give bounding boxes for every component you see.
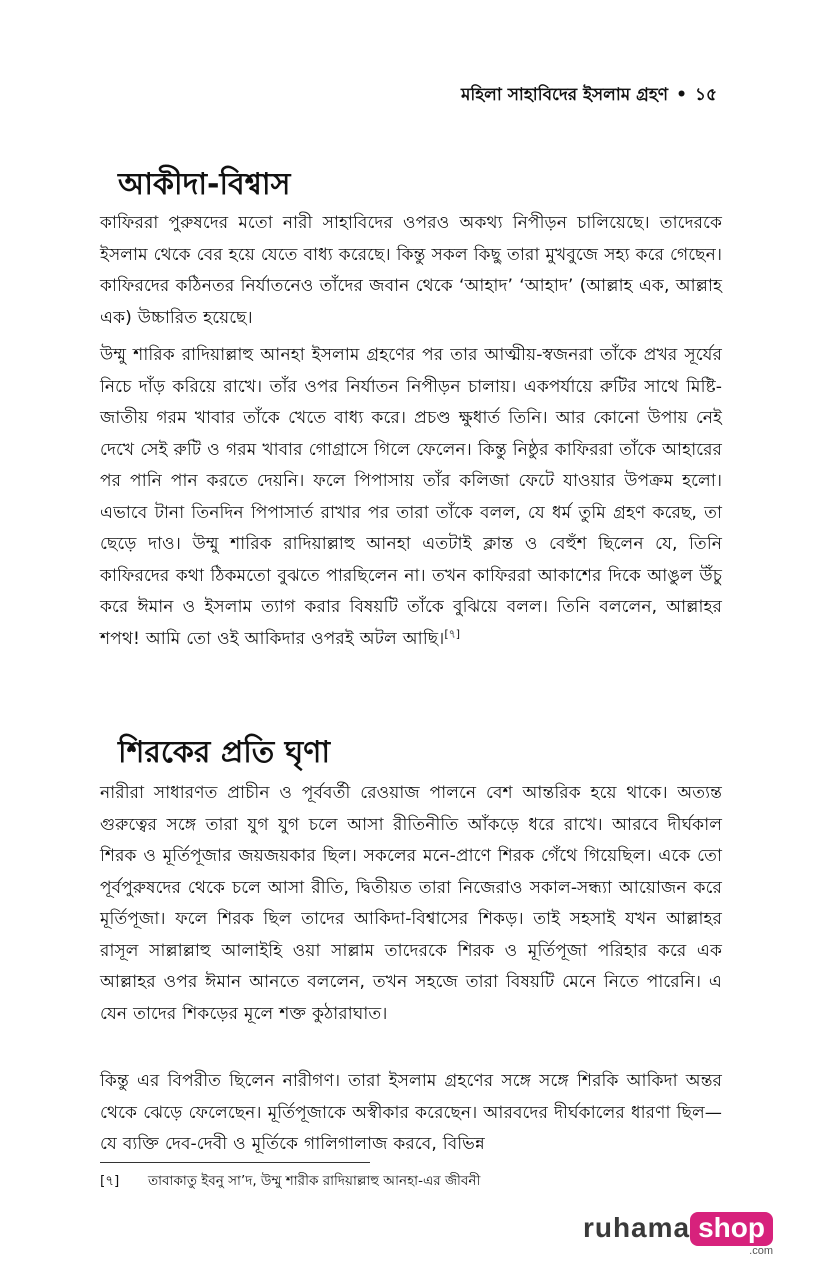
paragraph xyxy=(100,340,722,655)
footnote-number: [৭] xyxy=(100,1173,120,1189)
footnote-reference[interactable]: [৭] xyxy=(444,626,461,640)
logo-shop-badge: shop xyxy=(690,1212,773,1246)
running-title: মহিলা সাহাবিদের ইসলাম গ্রহণ xyxy=(460,85,669,105)
footnote-text: তাবাকাতু ইবনু সা’দ, উম্মু শারীক রাদিয়াল্লাহু আনহা-এর জীবনী xyxy=(148,1173,481,1189)
page-number: ১৫ xyxy=(694,85,717,105)
logo-ruhama: ruhama xyxy=(582,1212,691,1243)
logo-domain: .com xyxy=(749,1245,773,1257)
section-heading-aqida: আকীদা-বিশ্বাস xyxy=(118,167,291,202)
ruhamashop-logo xyxy=(582,1212,773,1257)
section-heading-shirk: শিরকের প্রতি ঘৃণা xyxy=(118,735,331,770)
footnote xyxy=(100,1170,480,1192)
paragraph: নারীরা সাধারণত প্রাচীন ও পূর্ববর্তী রেওয়াজ পালনে বেশ আন্তরিক হয়ে থাকে। অত্যন্ত গুরুত্বের সঙ্গে তারা যুগ যুগ চলে আসা রীতিনীতি আঁকড়ে ধরে রাখে। আরবে দীর্ঘকাল শিরক ও মূর্তিপূজার জয়জয়কার ছিল। সকলের মনে-প্রাণে শিরক গেঁথে গিয়েছিল। একে তো পূর্বপুরুষদের থেকে চলে আসা রীতি, দ্বিতীয়ত তারা নিজেরাও সকাল-সন্ধ্যা আয়োজন করে মূর্তিপূজা। ফলে শিরক ছিল তাদের আকিদা-বিশ্বাসের শিকড়। তাই সহসাই যখন আল্লাহর রাসূল সাল্লাল্লাহু আলাইহি ওয়া সাল্লাম তাদেরকে শিরক ও মূর্তিপূজা পরিহার করে এক আল্লাহর ওপর ঈমান আনতে বললেন, তখন সহজে তারা বিষয়টি মেনে নিতে পারেনি। এ যেন তাদের শিকড়ের মূলে শক্ত কুঠারাঘাত। xyxy=(100,783,722,1024)
footnote-divider xyxy=(100,1162,370,1163)
running-header xyxy=(461,82,717,110)
paragraph-text: উম্মু শারিক রাদিয়াল্লাহু আনহা ইসলাম গ্রহণের পর তার আত্মীয়-স্বজনরা তাঁকে প্রখর সূর্যের নিচে দাঁড় করিয়ে রাখে। তাঁর ওপর নির্যাতন নিপীড়ন চালায়। একপর্যায়ে রুটির সাথে মিষ্টি-জাতীয় গরম খাবার তাঁকে খেতে বাধ্য করে। প্রচণ্ড ক্ষুধার্ত তিনি। আর কোনো উপায় নেই দেখে সেই রুটি ও গরম খাবার গোগ্রাসে গিলে ফেলেন। কিন্তু নিষ্ঠুর কাফিররা তাঁকে আহারের পর পানি পান করতে দেয়নি। ফলে পিপাসায় তাঁর কলিজা ফেটে যাওয়ার উপক্রম হলো। এভাবে টানা তিনদিন পিপাসার্ত রাখার পর তারা তাঁকে বলল, যে ধর্ম তুমি গ্রহণ করেছ, তা ছেড়ে দাও। উম্মু শারিক রাদিয়াল্লাহু আনহা এতটাই ক্লান্ত ও বেহুঁশ ছিলেন যে, তিনি কাফিরদের কথা ঠিকমতো বুঝতে পারছিলেন না। তখন কাফিররা আকাশের দিকে আঙুল উঁচু করে ঈমান ও ইসলাম ত্যাগ করার বিষয়টি তাঁকে বুঝিয়ে বলল। তিনি বললেন, আল্লাহর শপথ! আমি তো ওই আকিদার ওপরই অটল আছি। xyxy=(100,345,722,649)
paragraph: কিন্তু এর বিপরীত ছিলেন নারীগণ। তারা ইসলাম গ্রহণের সঙ্গে সঙ্গে শিরকি আকিদা অন্তর থেকে ঝেড়ে ফেলেছেন। মূর্তিপূজাকে অস্বীকার করেছেন। আরবদের দীর্ঘকালের ধারণা ছিল—যে ব্যক্তি দেব-দেবী ও মূর্তিকে গালিগালাজ করবে, বিভিন্ন xyxy=(100,1071,722,1154)
paragraph: কাফিররা পুরুষদের মতো নারী সাহাবিদের ওপরও অকথ্য নিপীড়ন চালিয়েছে। তাদেরকে ইসলাম থেকে বের হয়ে যেতে বাধ্য করেছে। কিন্তু সকল কিছু তারা মুখবুজে সহ্য করে গেছেন। কাফিরদের কঠিনতর নির্যাতনেও তাঁদের জবান থেকে ‘আহাদ’ ‘আহাদ’ (আল্লাহ এক, আল্লাহ এক) উচ্চারিত হয়েছে। xyxy=(100,213,722,328)
header-separator: • xyxy=(676,85,687,105)
